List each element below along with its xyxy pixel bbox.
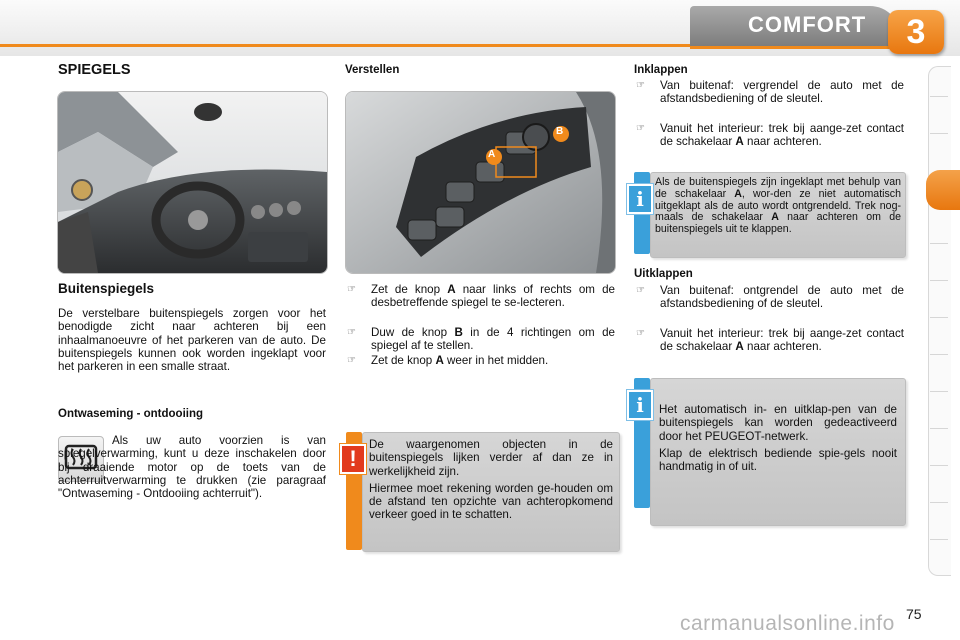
thumb-tab-divider bbox=[930, 96, 948, 97]
mirror-control-photo bbox=[345, 91, 616, 274]
bullet-hand-icon: ☞ bbox=[636, 80, 645, 91]
info-icon: i bbox=[627, 390, 653, 420]
chapter-number-badge: 3 bbox=[888, 10, 944, 54]
thumb-tab-divider bbox=[930, 502, 948, 503]
watermark: carmanualsonline.info bbox=[680, 612, 895, 635]
page-number: 75 bbox=[906, 606, 922, 622]
photo-label-b: B bbox=[556, 126, 564, 137]
unfold-bullet-2 bbox=[636, 327, 904, 354]
bullet-text: Zet de knop bbox=[371, 283, 448, 296]
info-text: , wor-den ze niet automatisch uitgeklapt als de auto wordt ontgrendeld. Trek nog-maals de schakelaar bbox=[655, 187, 901, 224]
thumb-tab-divider bbox=[930, 280, 948, 281]
bullet-hand-icon: ☞ bbox=[347, 284, 356, 295]
thumb-tab-divider bbox=[930, 391, 948, 392]
thumb-tab-divider bbox=[930, 243, 948, 244]
chapter-thumb-tabs bbox=[928, 66, 951, 576]
bullet-text: Van buitenaf: vergrendel de auto met de afstandsbediening of de sleutel. bbox=[660, 79, 904, 106]
info2-text-2: Klap de elektrisch bediende spie-gels nooit handmatig in of uit. bbox=[659, 446, 897, 474]
bullet-text: Vanuit het interieur: trek bij aange-zet contact de schakelaar bbox=[660, 122, 904, 149]
unfold-bullet-1 bbox=[636, 284, 904, 311]
bullet-text: naar achteren. bbox=[743, 340, 822, 354]
bullet-text: weer in het midden. bbox=[443, 354, 549, 367]
bullet-key: B bbox=[454, 326, 463, 339]
defrost-heading: Ontwaseming - ontdooiing bbox=[58, 408, 204, 420]
bullet-text: in de 4 richtingen om de spiegel af te stellen. bbox=[371, 326, 615, 353]
adjust-heading: Verstellen bbox=[345, 64, 400, 76]
bullet-text: Duw de knop bbox=[371, 326, 455, 339]
fold-bullet-1 bbox=[636, 79, 904, 106]
info-box-2 bbox=[650, 378, 906, 526]
bullet-text: Van buitenaf: ontgrendel de auto met de afstandsbediening of de sleutel. bbox=[660, 284, 904, 311]
info-box-1 bbox=[650, 172, 906, 258]
bullet-text: Zet de knop bbox=[371, 354, 436, 367]
fold-heading: Inklappen bbox=[634, 64, 688, 76]
bullet-key: A bbox=[447, 283, 456, 296]
info-icon: i bbox=[627, 184, 653, 214]
fold-bullet-2 bbox=[636, 122, 904, 149]
adjust-bullet-2 bbox=[347, 326, 615, 353]
section-title: SPIEGELS bbox=[58, 62, 131, 78]
warning-box bbox=[362, 432, 620, 552]
bullet-key: A bbox=[735, 340, 744, 354]
info-text: Als de buitenspiegels zijn ingeklapt met behulp van de schakelaar bbox=[655, 176, 901, 200]
thumb-tab-divider bbox=[930, 317, 948, 318]
bullet-hand-icon: ☞ bbox=[636, 328, 645, 339]
adjust-bullet-1 bbox=[347, 283, 615, 310]
bullet-key: A bbox=[735, 135, 744, 149]
thumb-tab-divider bbox=[930, 133, 948, 134]
thumb-tab-divider bbox=[930, 428, 948, 429]
warning-text-1: De waargenomen objecten in de buitenspiegels lijken verder af dan ze in werkelijkheid zijn. bbox=[369, 438, 613, 478]
defrost-paragraph-text: Als uw auto voorzien is van spiegelverwarming, kunt u deze inschakelen door bij draaiende motor op de toets van de achterruitverwarming te drukken (zie paragraaf "Ontwaseming - Ontdooiing achterruit"). bbox=[58, 434, 326, 501]
bullet-text: naar achteren. bbox=[743, 135, 822, 149]
adjust-bullet-3 bbox=[347, 354, 615, 367]
bullet-hand-icon: ☞ bbox=[347, 327, 356, 338]
info-text: naar achteren om de buitenspiegels uit te klappen. bbox=[655, 211, 901, 236]
intro-paragraph: De verstelbare buitenspiegels zorgen voor het benodigde zicht naar achteren bij een inhaalmanoeuvre of het parkeren van de auto. De buitenspiegels kunnen ook worden ingeklapt voor het parkeren in een smalle straat. bbox=[58, 307, 326, 374]
photo-label-a: A bbox=[488, 149, 496, 160]
warning-text-2: Hiermee moet rekening worden ge-houden om de afstand ten opzichte van achteropkomend verkeer goed in te schatten. bbox=[369, 481, 613, 522]
bullet-key: A bbox=[435, 354, 444, 367]
bullet-text: naar links of rechts om de desbetreffende spiegel te se-lecteren. bbox=[371, 283, 615, 310]
thumb-tab-divider bbox=[930, 539, 948, 540]
warning-icon: ! bbox=[340, 444, 366, 474]
thumb-tab-divider bbox=[930, 354, 948, 355]
thumb-tab-active bbox=[926, 170, 960, 210]
unfold-heading: Uitklappen bbox=[634, 268, 693, 280]
chapter-title: COMFORT bbox=[748, 12, 867, 37]
car-interior-photo bbox=[57, 91, 328, 274]
bullet-hand-icon: ☞ bbox=[636, 123, 645, 134]
defrost-paragraph bbox=[58, 434, 326, 500]
info-key: A bbox=[734, 187, 742, 200]
bullet-text: Vanuit het interieur: trek bij aange-zet contact de schakelaar bbox=[660, 327, 904, 354]
thumb-tab-divider bbox=[930, 465, 948, 466]
info-key: A bbox=[771, 211, 779, 224]
info2-text-1: Het automatisch in- en uitklap-pen van de buitenspiegels kan worden gedeactiveerd door het PEUGEOT-netwerk. bbox=[659, 403, 897, 443]
bullet-hand-icon: ☞ bbox=[636, 285, 645, 296]
subtitle-buitenspiegels: Buitenspiegels bbox=[58, 281, 155, 296]
bullet-hand-icon: ☞ bbox=[347, 355, 356, 366]
